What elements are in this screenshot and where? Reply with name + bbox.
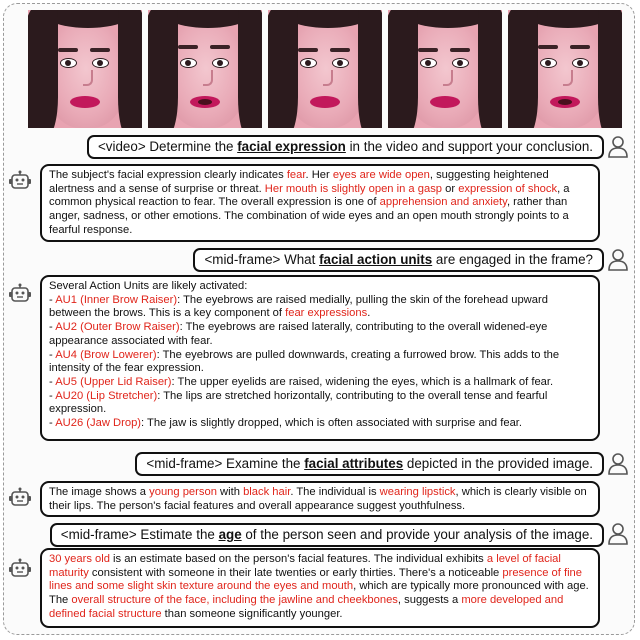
action-unit-name: AU4 (Brow Lowerer) (55, 348, 157, 361)
action-unit-text: : The jaw is slightly dropped, which is often associated with surprise and fear. (141, 417, 523, 430)
mouth (190, 96, 220, 108)
action-unit-text: - (49, 417, 56, 430)
video-frame-3 (268, 10, 382, 128)
robot-icon (8, 558, 32, 582)
answer-bubble-4: 30 years old is an estimate based on the person's facial features. The individual exhibits a level of facial maturity consistent with someone in their late twenties or early thirties. There's a noticeable presence of fine lines and some slight skin texture around the eyes and mouth, which are typically more pronounced with age. The overall structure of the face, including the jawline and cheekbones, suggests a more developed and defined facial structure than someone significantly younger. (40, 548, 600, 628)
question-bubble-2 (193, 248, 604, 272)
action-unit-list (49, 294, 591, 431)
answer-bubble-3: The image shows a young person with black hair. The individual is wearing lipstick, which is clearly visible on their lips. The person's facial features and overall appearance suggest youthfulness. (40, 481, 600, 517)
action-unit-text: fear expressions (285, 307, 368, 320)
answer-bubble-2 (40, 275, 600, 441)
action-unit-name: AU1 (Inner Brow Raiser) (55, 293, 178, 306)
action-unit-name: AU26 (Jaw Drop) (55, 417, 142, 430)
question-text: of the person seen and provide your analysis of the image. (241, 527, 593, 542)
question-text: <mid-frame> What (204, 252, 320, 267)
robot-icon (8, 170, 32, 194)
action-unit-item (49, 349, 591, 376)
video-frames-strip (28, 10, 620, 128)
action-unit-text: : The eyebrows are pulled downwards, creating a furrowed brow. This adds to the intensity of the fear expression. (49, 348, 560, 375)
video-frame-5 (508, 10, 622, 128)
question-text: <mid-frame> Estimate the (60, 527, 219, 542)
action-unit-text: - (49, 321, 56, 334)
question-text: in the video and support your conclusion. (345, 139, 593, 154)
action-unit-item (49, 417, 591, 431)
question-bubble-3 (135, 452, 604, 476)
user-icon (608, 136, 628, 158)
video-frame-2 (148, 10, 262, 128)
answer-intro: Several Action Units are likely activated: (49, 280, 248, 292)
action-unit-name: AU20 (Lip Stretcher) (55, 389, 158, 402)
answer-bubble-1: The subject's facial expression clearly indicates fear. Her eyes are wide open, suggesting heightened alertness and a sense of surprise or threat. Her mouth is slightly open in a gasp or expression of shock, a common physical reaction to fear. The overall expression is one of apprehension and anxiety, rather than anger, sadness, or other emotions. The combination of wide eyes and an open mouth strongly points to a fearful response. (40, 164, 600, 242)
action-unit-name: AU5 (Upper Lid Raiser) (55, 375, 172, 388)
mouth (310, 96, 340, 108)
action-unit-item (49, 294, 591, 321)
question-text: are engaged in the frame? (432, 252, 593, 267)
user-icon (608, 249, 628, 271)
action-unit-text: : The lips are stretched horizontally, contributing to the overall tense and fearful expression. (49, 389, 548, 416)
action-unit-text: : The eyebrows are raised medially, pulling the skin of the forehead upward between the brows. This is a key component of (49, 293, 548, 320)
action-unit-text: - (49, 375, 56, 388)
action-unit-item (49, 390, 591, 417)
action-unit-text: : The eyebrows are raised laterally, contributing to the overall widened-eye appearance associated with fear. (49, 321, 548, 347)
action-unit-text: - (49, 389, 56, 402)
question-text: <video> Determine the (97, 139, 238, 154)
question-keyword: facial action units (319, 252, 433, 267)
mouth (550, 96, 580, 108)
video-frame-4 (388, 10, 502, 128)
action-unit-item (49, 321, 591, 348)
question-keyword: facial expression (237, 139, 346, 154)
action-unit-item (49, 376, 591, 390)
action-unit-text: - (49, 348, 56, 361)
question-keyword: age (218, 527, 242, 542)
user-icon (608, 523, 628, 545)
video-frame-1 (28, 10, 142, 128)
question-bubble-4 (50, 523, 604, 547)
question-keyword: facial attributes (304, 456, 404, 471)
question-text: depicted in the provided image. (403, 456, 593, 471)
action-unit-name: AU2 (Outer Brow Raiser) (55, 321, 180, 334)
question-bubble-1 (87, 135, 604, 159)
question-text: <mid-frame> Examine the (146, 456, 305, 471)
user-icon (608, 453, 628, 475)
mouth (430, 96, 460, 108)
mouth (70, 96, 100, 108)
action-unit-text: : The upper eyelids are raised, widening the eyes, which is a hallmark of fear. (171, 375, 554, 388)
robot-icon (8, 487, 32, 511)
robot-icon (8, 283, 32, 307)
action-unit-text: . (367, 307, 371, 320)
action-unit-text: - (49, 293, 56, 306)
